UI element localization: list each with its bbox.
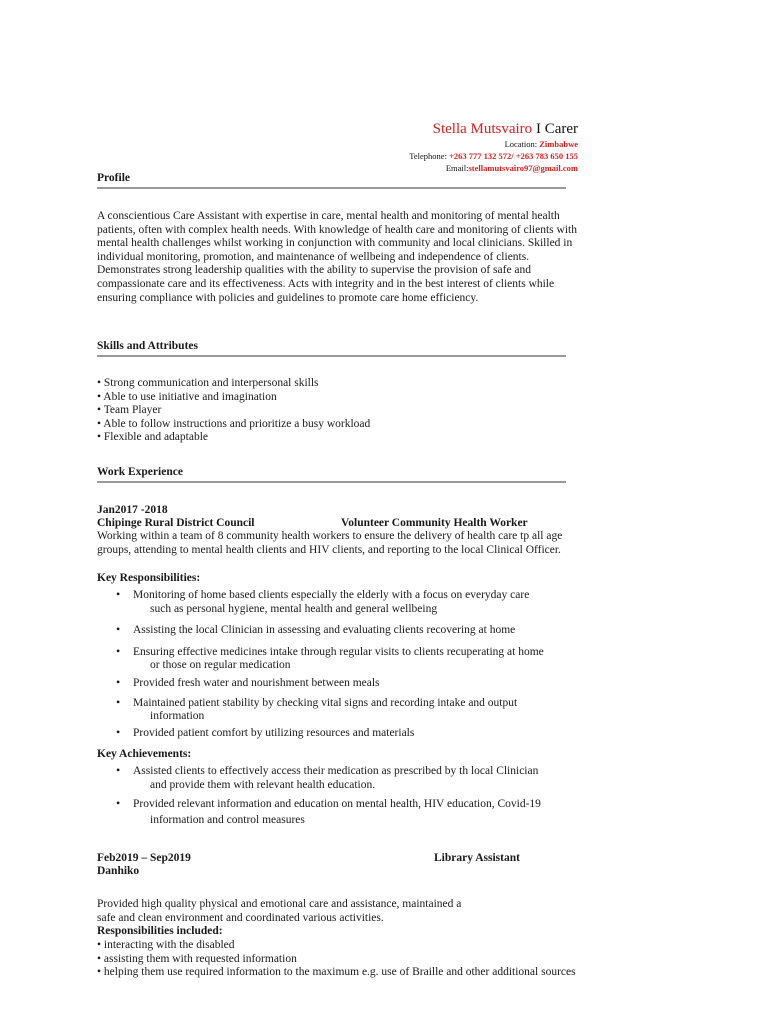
job2-summary-line-1: Provided high quality physical and emotional care and assistance, maintained a xyxy=(97,898,462,910)
location-value: Zimbabwe xyxy=(539,139,578,149)
job1-employer: Chipinge Rural District Council xyxy=(97,517,255,529)
email-label: Email: xyxy=(445,163,469,173)
job2-responsibilities-heading: Responsibilities included: xyxy=(97,925,223,937)
list-item: • assisting them with requested information xyxy=(97,952,297,965)
job1-responsibilities-heading: Key Responsibilities: xyxy=(97,572,201,584)
profile-divider xyxy=(97,187,566,189)
job1-summary: Working within a team of 8 community health workers to ensure the delivery of health care tp all age groups, attending to mental health clients and HIV clients, and reporting to the local Clinical Officer. xyxy=(97,530,563,556)
item-line: information and control measures xyxy=(150,813,305,826)
location-label: Location: xyxy=(504,139,538,149)
list-item xyxy=(116,798,586,827)
item-line: Ensuring effective medicines intake through regular visits to clients recuperating at home xyxy=(133,645,544,658)
email-line xyxy=(409,162,578,174)
resume-header xyxy=(409,120,578,174)
job2-dates: Feb2019 – Sep2019 xyxy=(97,852,191,864)
skills-divider xyxy=(97,355,566,357)
location-line xyxy=(409,138,578,150)
work-heading: Work Experience xyxy=(97,466,183,478)
list-item xyxy=(116,589,586,616)
candidate-name: Stella Mutsvairo xyxy=(432,121,533,137)
list-item xyxy=(116,646,586,673)
telephone-value: +263 777 132 572/ +263 783 650 155 xyxy=(449,151,578,161)
list-item: • helping them use required information to the maximum e.g. use of Braille and other additional sources xyxy=(97,966,576,979)
item-line: and provide them with relevant health education. xyxy=(150,778,376,791)
list-item xyxy=(116,624,586,638)
item-line: such as personal hygiene, mental health and general wellbeing xyxy=(150,602,438,615)
item-line: or those on regular medication xyxy=(150,659,291,672)
skills-list xyxy=(97,377,370,445)
item-line: Provided relevant information and education on mental health, HIV education, Covid-19 xyxy=(133,798,541,811)
item-line: Maintained patient stability by checking vital signs and recording intake and output xyxy=(133,696,518,709)
work-divider xyxy=(97,481,566,483)
job2-position: Library Assistant xyxy=(434,852,520,864)
job2-employer: Danhiko xyxy=(97,865,140,877)
list-item: • Strong communication and interpersonal skills xyxy=(97,377,319,389)
job2-summary-line-2: safe and clean environment and coordinated various activities. xyxy=(97,912,384,924)
list-item: • Able to follow instructions and prioritize a busy workload xyxy=(97,417,371,430)
list-item: • Flexible and adaptable xyxy=(97,431,209,444)
email-value: stellamutsvairo97@gmail.com xyxy=(468,163,578,173)
item-line: information xyxy=(150,710,205,723)
item-line: Assisted clients to effectively access their medication as prescribed by th local Clinician xyxy=(133,765,539,777)
name-separator: I xyxy=(535,121,541,137)
item-line: Provided patient comfort by utilizing resources and materials xyxy=(133,726,415,739)
job1-responsibilities-list xyxy=(116,589,586,740)
list-item xyxy=(116,765,586,792)
list-item xyxy=(116,727,586,741)
skills-heading: Skills and Attributes xyxy=(97,340,198,352)
item-line: Provided fresh water and nourishment between meals xyxy=(133,676,380,689)
list-item xyxy=(116,697,586,724)
name-line xyxy=(409,120,578,138)
profile-text: A conscientious Care Assistant with expertise in care, mental health and monitoring of mental health patients, often with complex health needs. With knowledge of health care and monitoring of clients with mental health challenges whilst working in conjunction with community and local clinicians. Skilled in individual monitoring, promotion, and maintenance of wellbeing and independence of clients. Demonstrates strong leadership qualities with the ability to supervise the provision of safe and compassionate care and its effectiveness. Acts with integrity and in the best interest of clients while ensuring compliance with policies and guidelines to promote care home efficiency. xyxy=(97,210,577,304)
job1-position: Volunteer Community Health Worker xyxy=(341,517,528,529)
list-item: • Team Player xyxy=(97,404,162,417)
candidate-role: Carer xyxy=(544,121,578,137)
job1-achievements-heading: Key Achievements: xyxy=(97,748,192,760)
telephone-line xyxy=(409,150,578,162)
job1-achievements-list xyxy=(116,765,586,827)
list-item: • interacting with the disabled xyxy=(97,939,235,951)
profile-heading: Profile xyxy=(97,172,130,184)
list-item xyxy=(116,677,586,691)
job2-responsibilities-list xyxy=(97,939,583,980)
list-item: • Able to use initiative and imagination xyxy=(97,390,277,403)
item-line: Assisting the local Clinician in assessing and evaluating clients recovering at home xyxy=(133,624,516,637)
item-line: Monitoring of home based clients especially the elderly with a focus on everyday care xyxy=(133,589,530,601)
job1-dates: Jan2017 -2018 xyxy=(97,504,168,516)
telephone-label: Telephone: xyxy=(409,151,447,161)
